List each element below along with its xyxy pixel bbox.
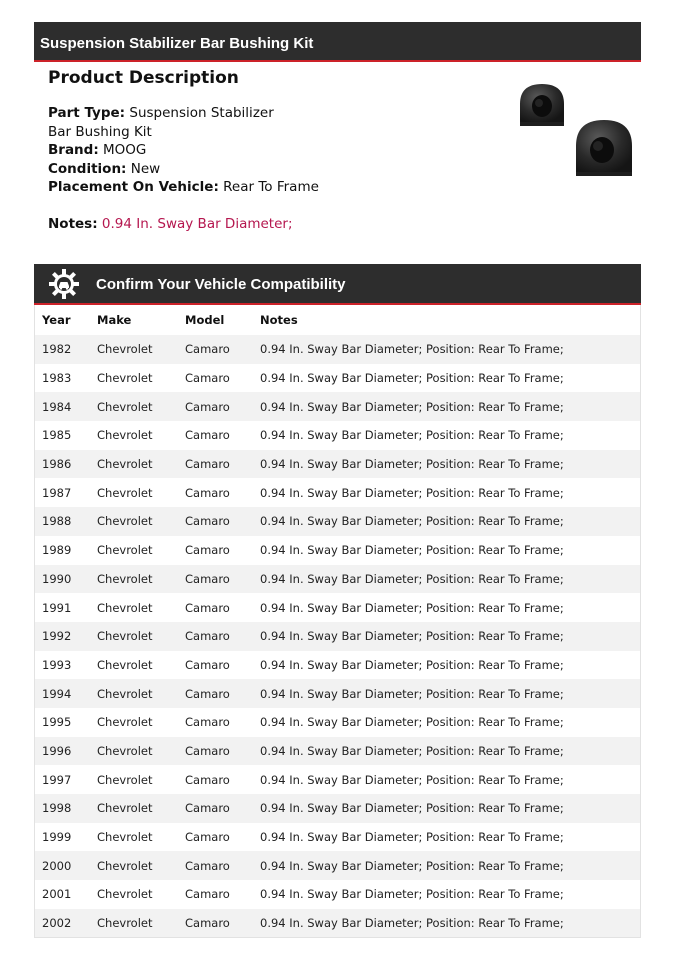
table-row (35, 622, 640, 651)
cell-year: 2002 (42, 916, 72, 931)
cell-notes: 0.94 In. Sway Bar Diameter; Position: Rear To Frame; (260, 772, 564, 787)
cell-make: Chevrolet (97, 399, 153, 414)
cell-make: Chevrolet (97, 571, 153, 586)
cell-notes: 0.94 In. Sway Bar Diameter; Position: Rear To Frame; (260, 543, 564, 558)
notes-value: 0.94 In. Sway Bar Diameter; (101, 215, 293, 232)
cell-make: Chevrolet (97, 887, 153, 902)
cell-year: 1994 (42, 686, 72, 701)
cell-model: Camaro (185, 715, 230, 730)
cell-model: Camaro (185, 514, 230, 529)
cell-year: 1986 (42, 457, 72, 472)
cell-model: Camaro (185, 485, 230, 500)
cell-year: 1982 (42, 342, 72, 357)
cell-notes: 0.94 In. Sway Bar Diameter; Position: Rear To Frame; (260, 600, 564, 615)
cell-make: Chevrolet (97, 543, 153, 558)
cell-year: 1984 (42, 399, 72, 414)
table-row (35, 536, 640, 565)
cell-year: 1987 (42, 485, 72, 500)
cell-notes: 0.94 In. Sway Bar Diameter; Position: Rear To Frame; (260, 715, 564, 730)
cell-notes: 0.94 In. Sway Bar Diameter; Position: Rear To Frame; (260, 830, 564, 845)
section-heading: Product Description (48, 68, 239, 88)
table-row (35, 392, 640, 421)
spec-label: Part Type: (48, 105, 126, 121)
cell-notes: 0.94 In. Sway Bar Diameter; Position: Rear To Frame; (260, 801, 564, 816)
cell-make: Chevrolet (97, 485, 153, 500)
cell-year: 1998 (42, 801, 72, 816)
spec-placement (48, 178, 468, 197)
spec-label: Condition: (48, 160, 127, 177)
column-header-make: Make (97, 313, 132, 327)
spec-value: MOOG (103, 142, 147, 158)
page-title: Suspension Stabilizer Bar Bushing Kit (40, 35, 314, 52)
spec-part-type (48, 104, 298, 141)
cell-notes: 0.94 In. Sway Bar Diameter; Position: Rear To Frame; (260, 887, 564, 902)
cell-notes: 0.94 In. Sway Bar Diameter; Position: Rear To Frame; (260, 457, 564, 472)
cell-make: Chevrolet (97, 457, 153, 472)
cell-year: 1990 (42, 571, 72, 586)
cell-year: 1989 (42, 543, 72, 558)
cell-model: Camaro (185, 600, 230, 615)
cell-make: Chevrolet (97, 772, 153, 787)
cell-year: 1988 (42, 514, 72, 529)
spec-value: New (130, 160, 161, 177)
table-row (35, 794, 640, 823)
cell-year: 2000 (42, 858, 72, 873)
column-header-year: Year (42, 313, 71, 327)
table-row (35, 851, 640, 880)
cell-notes: 0.94 In. Sway Bar Diameter; Position: Rear To Frame; (260, 629, 564, 644)
cell-year: 1992 (42, 629, 72, 644)
cell-model: Camaro (185, 801, 230, 816)
compatibility-table (34, 305, 641, 938)
cell-notes: 0.94 In. Sway Bar Diameter; Position: Rear To Frame; (260, 858, 564, 873)
spec-label: Placement On Vehicle: (48, 179, 219, 195)
table-row (35, 737, 640, 766)
table-row (35, 478, 640, 507)
column-header-notes: Notes (260, 313, 298, 327)
cell-make: Chevrolet (97, 916, 153, 931)
cell-make: Chevrolet (97, 743, 153, 758)
cell-model: Camaro (185, 916, 230, 931)
cell-notes: 0.94 In. Sway Bar Diameter; Position: Rear To Frame; (260, 428, 564, 443)
table-row (35, 364, 640, 393)
table-row (35, 765, 640, 794)
table-row (35, 708, 640, 737)
cell-make: Chevrolet (97, 514, 153, 529)
cell-model: Camaro (185, 743, 230, 758)
cell-notes: 0.94 In. Sway Bar Diameter; Position: Rear To Frame; (260, 371, 564, 386)
cell-year: 1997 (42, 772, 72, 787)
cell-make: Chevrolet (97, 801, 153, 816)
cell-make: Chevrolet (97, 686, 153, 701)
cell-make: Chevrolet (97, 629, 153, 644)
cell-notes: 0.94 In. Sway Bar Diameter; Position: Rear To Frame; (260, 657, 564, 672)
cell-make: Chevrolet (97, 371, 153, 386)
cell-notes: 0.94 In. Sway Bar Diameter; Position: Rear To Frame; (260, 399, 564, 414)
cell-model: Camaro (185, 457, 230, 472)
table-body (35, 335, 640, 937)
cell-model: Camaro (185, 371, 230, 386)
table-row (35, 450, 640, 479)
cell-notes: 0.94 In. Sway Bar Diameter; Position: Rear To Frame; (260, 686, 564, 701)
gear-car-icon (48, 268, 80, 300)
table-row (35, 507, 640, 536)
cell-year: 1999 (42, 830, 72, 845)
cell-notes: 0.94 In. Sway Bar Diameter; Position: Rear To Frame; (260, 342, 564, 357)
spec-condition (48, 160, 468, 179)
cell-model: Camaro (185, 887, 230, 902)
cell-model: Camaro (185, 342, 230, 357)
cell-make: Chevrolet (97, 830, 153, 845)
notes-label: Notes: (48, 215, 98, 232)
cell-model: Camaro (185, 686, 230, 701)
title-bar (34, 22, 641, 62)
cell-notes: 0.94 In. Sway Bar Diameter; Position: Rear To Frame; (260, 743, 564, 758)
spec-value: Suspension Stabilizer Bar Bushing Kit (48, 105, 274, 140)
cell-make: Chevrolet (97, 657, 153, 672)
notes (48, 215, 468, 233)
spec-list (48, 104, 468, 197)
cell-model: Camaro (185, 629, 230, 644)
cell-make: Chevrolet (97, 858, 153, 873)
cell-model: Camaro (185, 830, 230, 845)
cell-model: Camaro (185, 571, 230, 586)
cell-notes: 0.94 In. Sway Bar Diameter; Position: Rear To Frame; (260, 571, 564, 586)
cell-notes: 0.94 In. Sway Bar Diameter; Position: Rear To Frame; (260, 916, 564, 931)
table-row (35, 421, 640, 450)
cell-year: 1996 (42, 743, 72, 758)
cell-notes: 0.94 In. Sway Bar Diameter; Position: Rear To Frame; (260, 514, 564, 529)
cell-make: Chevrolet (97, 715, 153, 730)
product-image (512, 78, 648, 182)
cell-make: Chevrolet (97, 428, 153, 443)
column-header-model: Model (185, 313, 225, 327)
product-description (48, 66, 468, 233)
spec-value: Rear To Frame (223, 179, 319, 195)
spec-brand (48, 141, 468, 160)
table-row (35, 651, 640, 680)
cell-model: Camaro (185, 428, 230, 443)
cell-year: 1991 (42, 600, 72, 615)
table-row (35, 679, 640, 708)
cell-year: 1993 (42, 657, 72, 672)
cell-model: Camaro (185, 399, 230, 414)
table-row (35, 880, 640, 909)
table-row (35, 823, 640, 852)
table-row (35, 593, 640, 622)
cell-make: Chevrolet (97, 600, 153, 615)
cell-model: Camaro (185, 543, 230, 558)
cell-notes: 0.94 In. Sway Bar Diameter; Position: Rear To Frame; (260, 485, 564, 500)
table-row (35, 909, 640, 938)
compatibility-title: Confirm Your Vehicle Compatibility (96, 276, 346, 293)
cell-year: 1985 (42, 428, 72, 443)
table-row (35, 565, 640, 594)
cell-year: 2001 (42, 887, 72, 902)
table-header-row (35, 305, 640, 335)
cell-year: 1983 (42, 371, 72, 386)
compatibility-header (34, 264, 641, 305)
cell-model: Camaro (185, 657, 230, 672)
cell-model: Camaro (185, 772, 230, 787)
table-row (35, 335, 640, 364)
cell-year: 1995 (42, 715, 72, 730)
cell-model: Camaro (185, 858, 230, 873)
cell-make: Chevrolet (97, 342, 153, 357)
spec-label: Brand: (48, 142, 99, 158)
